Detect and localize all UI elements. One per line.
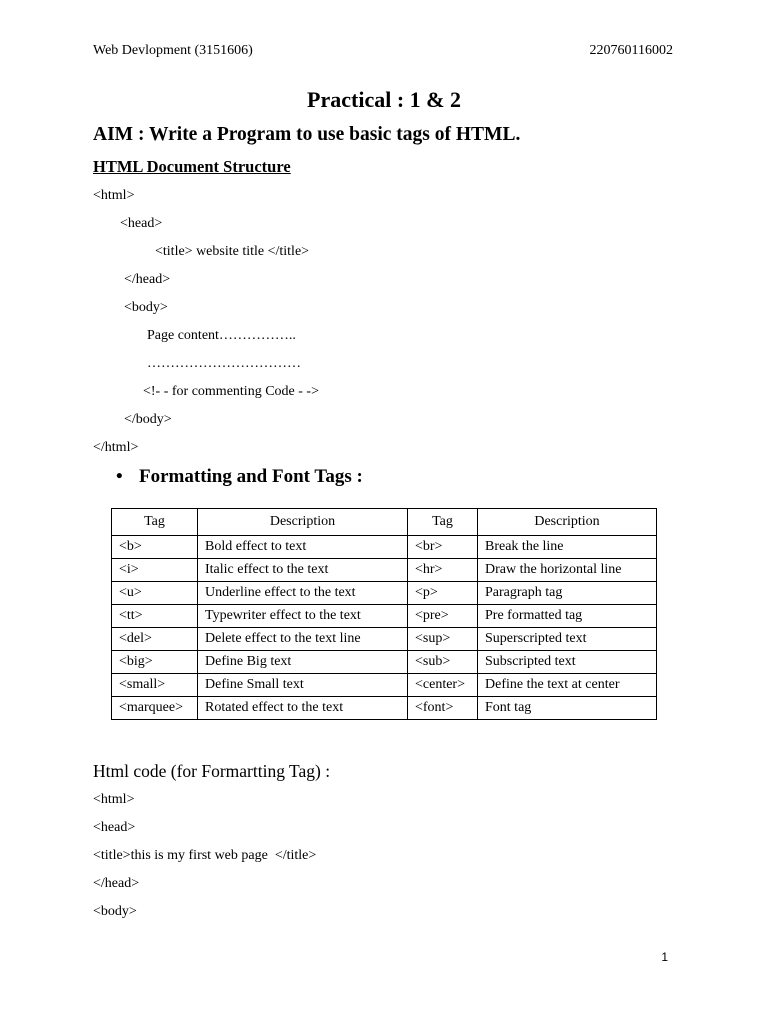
table-cell: Pre formatted tag xyxy=(478,605,657,628)
structure-line: </html> xyxy=(93,440,139,455)
table-cell: <i> xyxy=(112,559,198,582)
table-row xyxy=(112,605,657,628)
code-line: </head> xyxy=(93,876,140,891)
page-number: 1 xyxy=(661,950,668,964)
table-cell: <font> xyxy=(408,697,478,720)
page-title: Practical : 1 & 2 xyxy=(307,87,461,112)
column-header: Description xyxy=(198,509,408,536)
section-heading: HTML Document Structure xyxy=(93,157,291,176)
bullet-heading xyxy=(116,466,363,488)
structure-line: <!- - for commenting Code - -> xyxy=(143,384,319,399)
table-cell: Font tag xyxy=(478,697,657,720)
bullet-heading-text: Formatting and Font Tags : xyxy=(139,466,363,487)
table-cell: <tt> xyxy=(112,605,198,628)
table-cell: Bold effect to text xyxy=(198,536,408,559)
column-header: Tag xyxy=(112,509,198,536)
table-cell: <sub> xyxy=(408,651,478,674)
table-cell: <sup> xyxy=(408,628,478,651)
table-cell: <big> xyxy=(112,651,198,674)
table-cell: Delete effect to the text line xyxy=(198,628,408,651)
table-cell: Underline effect to the text xyxy=(198,582,408,605)
table-cell: <pre> xyxy=(408,605,478,628)
structure-line: …………………………… xyxy=(147,356,301,371)
bullet-icon: • xyxy=(116,466,123,487)
table-cell: <small> xyxy=(112,674,198,697)
structure-line: <title> website title </title> xyxy=(155,244,310,259)
table-cell: Subscripted text xyxy=(478,651,657,674)
table-row xyxy=(112,582,657,605)
header-enrollment-number: 220760116002 xyxy=(589,43,673,58)
table-cell: <b> xyxy=(112,536,198,559)
table-cell: <p> xyxy=(408,582,478,605)
structure-line: </body> xyxy=(124,412,172,427)
table-cell: <center> xyxy=(408,674,478,697)
table-row xyxy=(112,651,657,674)
column-header: Tag xyxy=(408,509,478,536)
code-line: <body> xyxy=(93,904,137,919)
structure-line: <head> xyxy=(120,216,163,231)
table-cell: Paragraph tag xyxy=(478,582,657,605)
structure-line: </head> xyxy=(124,272,171,287)
table-cell: Superscripted text xyxy=(478,628,657,651)
table-row xyxy=(112,536,657,559)
structure-line: Page content…………….. xyxy=(147,328,296,343)
table-cell: <marquee> xyxy=(112,697,198,720)
header-course: Web Devlopment (3151606) xyxy=(93,43,253,58)
code-heading: Html code (for Formartting Tag) : xyxy=(93,761,331,781)
table-cell: Define Big text xyxy=(198,651,408,674)
table-cell: Rotated effect to the text xyxy=(198,697,408,720)
table-cell: Break the line xyxy=(478,536,657,559)
table-row xyxy=(112,697,657,720)
aim-statement: AIM : Write a Program to use basic tags of HTML. xyxy=(93,124,521,145)
code-line: <head> xyxy=(93,820,136,835)
table-cell: <del> xyxy=(112,628,198,651)
table-row xyxy=(112,559,657,582)
table-cell: Italic effect to the text xyxy=(198,559,408,582)
structure-line: <html> xyxy=(93,188,135,203)
formatting-tags-table xyxy=(111,508,657,720)
structure-line: <body> xyxy=(124,300,168,315)
code-line: <html> xyxy=(93,792,135,807)
table-cell: <u> xyxy=(112,582,198,605)
table-cell: Define Small text xyxy=(198,674,408,697)
table-cell: Typewriter effect to the text xyxy=(198,605,408,628)
table-cell: <br> xyxy=(408,536,478,559)
table-cell: Define the text at center xyxy=(478,674,657,697)
table-row xyxy=(112,674,657,697)
column-header: Description xyxy=(478,509,657,536)
table-cell: <hr> xyxy=(408,559,478,582)
table-header-row xyxy=(112,509,657,536)
code-line: <title>this is my first web page </title> xyxy=(93,848,317,863)
table-row xyxy=(112,628,657,651)
table-cell: Draw the horizontal line xyxy=(478,559,657,582)
